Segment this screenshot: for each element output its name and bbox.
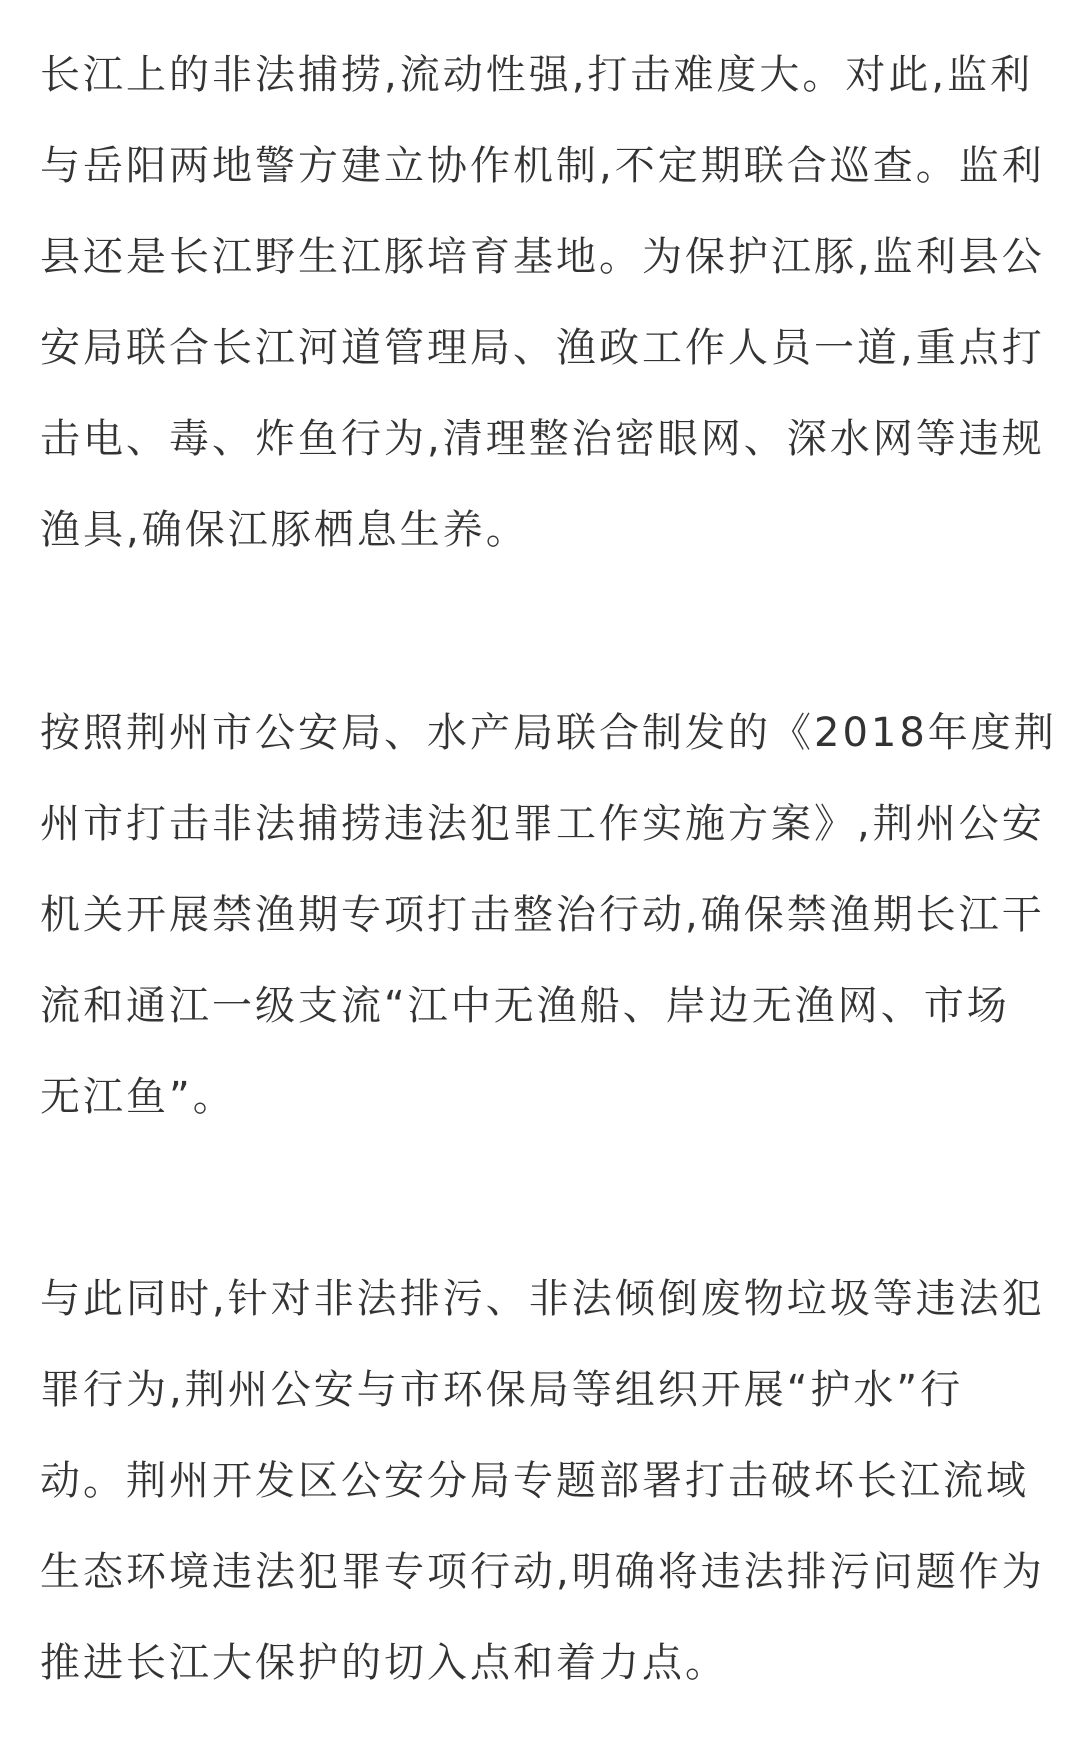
paragraph-fishing-ban-campaign: [40, 688, 1057, 1143]
paragraph-line: 推进长江大保护的切入点和着力点。: [40, 1640, 728, 1686]
paragraph-line: 按照荆州市公安局、水产局联合制发的《2018年度荆: [40, 710, 1057, 756]
paragraph-line: 州市打击非法捕捞违法犯罪工作实施方案》,荆州公安: [40, 801, 1045, 847]
paragraph-line: 长江上的非法捕捞,流动性强,打击难度大。对此,监利: [40, 52, 1034, 98]
paragraph-water-protection-action: [40, 1254, 1045, 1709]
paragraph-line: 生态环境违法犯罪专项行动,明确将违法排污问题作为: [40, 1549, 1045, 1595]
paragraph-line: 渔具,确保江豚栖息生养。: [40, 507, 529, 553]
paragraph-line: 县还是长江野生江豚培育基地。为保护江豚,监利县公: [40, 234, 1045, 280]
paragraph-line: 机关开展禁渔期专项打击整治行动,确保禁渔期长江干: [40, 892, 1045, 938]
paragraph-line: 罪行为,荆州公安与市环保局等组织开展“护水”行: [40, 1367, 964, 1413]
paragraph-line: 流和通江一级支流“江中无渔船、岸边无渔网、市场: [40, 983, 1010, 1029]
paragraph-line: 安局联合长江河道管理局、渔政工作人员一道,重点打: [40, 325, 1045, 371]
paragraph-line: 与此同时,针对非法排污、非法倾倒废物垃圾等违法犯: [40, 1276, 1045, 1322]
paragraph-line: 击电、毒、炸鱼行为,清理整治密眼网、深水网等违规: [40, 416, 1045, 462]
paragraph-line: 无江鱼”。: [40, 1074, 236, 1120]
paragraph-line: 与岳阳两地警方建立协作机制,不定期联合巡查。监利: [40, 143, 1045, 189]
paragraph-yangtze-fishing-enforcement: [40, 30, 1045, 576]
paragraph-line: 动。荆州开发区公安分局专题部署打击破坏长江流域: [40, 1458, 1029, 1504]
